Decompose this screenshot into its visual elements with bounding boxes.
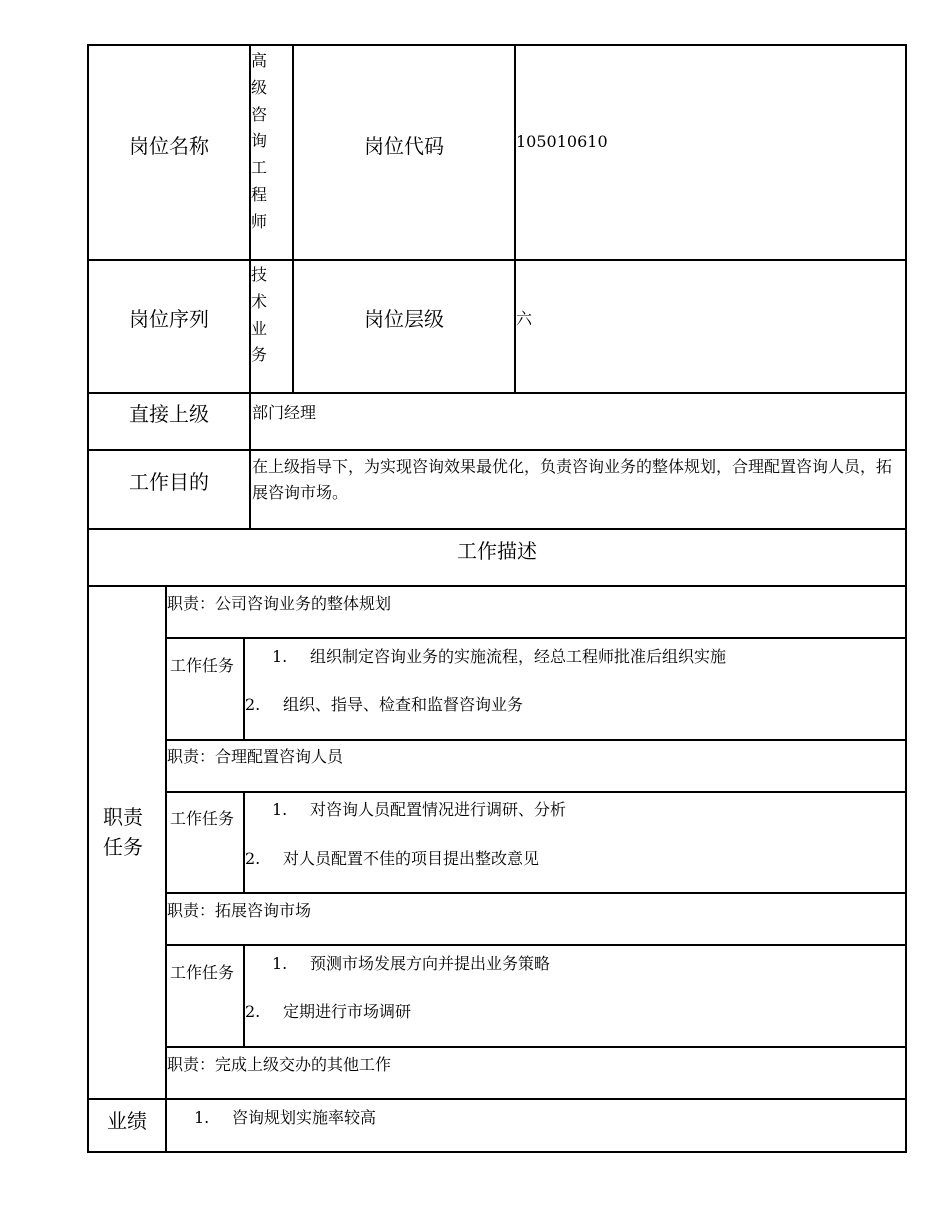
duty-title: 职责：拓展咨询市场 <box>167 901 312 920</box>
row-line <box>87 1098 907 1100</box>
row-line <box>87 449 907 451</box>
supervisor-label: 直接上级 <box>129 402 209 426</box>
task-label: 工作任务 <box>170 656 235 675</box>
row-line <box>165 1046 907 1048</box>
row-line <box>87 259 907 261</box>
post-code-value: 105010610 <box>516 132 608 151</box>
task-number: 2. <box>245 695 261 714</box>
task-number: 1. <box>272 954 288 973</box>
task-number: 1. <box>272 800 288 819</box>
task-item <box>245 692 523 715</box>
description-title: 工作描述 <box>457 539 537 563</box>
duty-title: 职责：合理配置咨询人员 <box>167 747 344 766</box>
post-series-label: 岗位序列 <box>129 307 209 331</box>
task-text: 定期进行市场调研 <box>283 1002 412 1021</box>
task-label: 工作任务 <box>170 963 235 982</box>
task-number: 2. <box>245 1002 261 1021</box>
row-line <box>165 791 907 793</box>
duties-label: 职责任务 <box>103 805 143 859</box>
task-text: 组织制定咨询业务的实施流程，经总工程师批准后组织实施 <box>310 647 727 666</box>
row-line <box>165 739 907 741</box>
task-text: 对人员配置不佳的项目提出整改意见 <box>283 849 540 868</box>
post-code-label: 岗位代码 <box>364 134 444 158</box>
table-border-right <box>905 44 907 1153</box>
col-line <box>514 44 516 393</box>
row-line <box>165 892 907 894</box>
task-number: 1. <box>272 647 288 666</box>
task-item <box>245 999 411 1022</box>
post-name-label: 岗位名称 <box>129 134 209 158</box>
post-name-value: 高级咨询工程师 <box>251 51 268 231</box>
task-text: 对咨询人员配置情况进行调研、分析 <box>310 800 567 819</box>
row-line <box>165 637 907 639</box>
task-item <box>272 797 566 820</box>
post-level-label: 岗位层级 <box>364 307 444 331</box>
supervisor-value: 部门经理 <box>252 403 317 422</box>
col-line <box>292 44 294 393</box>
row-line <box>87 528 907 530</box>
table-border-top <box>87 44 907 46</box>
table-border-left <box>87 44 89 1153</box>
post-series-value: 技术业务 <box>251 265 268 365</box>
row-line <box>87 392 907 394</box>
task-label: 工作任务 <box>170 809 235 828</box>
purpose-label: 工作目的 <box>129 470 209 494</box>
task-item <box>245 846 539 869</box>
task-number: 2. <box>245 849 261 868</box>
task-item <box>272 644 726 667</box>
purpose-value: 在上级指导下，为实现咨询效果最优化，负责咨询业务的整体规划，合理配置咨询人员，拓展咨询市场。 <box>252 457 893 502</box>
col-line <box>243 637 245 740</box>
task-text: 预测市场发展方向并提出业务策略 <box>310 954 551 973</box>
row-line <box>165 944 907 946</box>
col-line <box>243 944 245 1047</box>
task-item <box>272 951 550 974</box>
performance-item <box>194 1105 376 1128</box>
task-text: 组织、指导、检查和监督咨询业务 <box>283 695 524 714</box>
col-line <box>243 791 245 893</box>
post-level-value: 六 <box>516 309 533 328</box>
duty-title: 职责：完成上级交办的其他工作 <box>167 1055 392 1074</box>
performance-number: 1. <box>194 1108 210 1127</box>
row-line <box>87 585 907 587</box>
table-border-bottom <box>87 1151 907 1153</box>
performance-text: 咨询规划实施率较高 <box>232 1108 377 1127</box>
performance-label: 业绩 <box>107 1109 147 1133</box>
duty-title: 职责：公司咨询业务的整体规划 <box>167 594 392 613</box>
